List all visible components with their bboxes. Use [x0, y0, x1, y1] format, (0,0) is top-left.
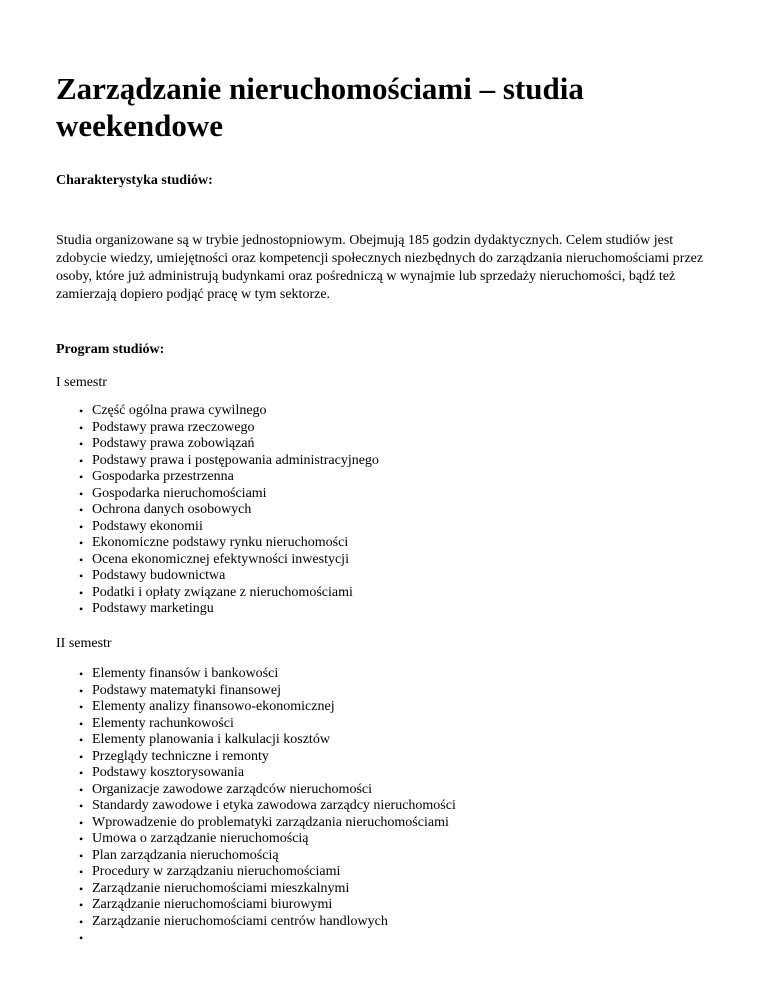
list-item: • Elementy planowania i kalkulacji kosztów — [56, 732, 456, 749]
semester-2-list — [56, 666, 456, 947]
page-title: Zarządzanie nieruchomościami – studia weekendowe — [56, 71, 584, 143]
list-item: • Wprowadzenie do problematyki zarządzania nieruchomościami — [56, 815, 456, 832]
list-item: • Część ogólna prawa cywilnego — [56, 403, 379, 420]
list-item: • Podatki i opłaty związane z nieruchomościami — [56, 585, 379, 602]
list-item: • Podstawy prawa i postępowania administracyjnego — [56, 453, 379, 470]
list-item — [56, 930, 456, 947]
list-item: • Procedury w zarządzaniu nieruchomościami — [56, 864, 456, 881]
list-item: • Elementy rachunkowości — [56, 716, 456, 733]
list-item: • Zarządzanie nieruchomościami biurowymi — [56, 897, 456, 914]
list-item: • Ekonomiczne podstawy rynku nieruchomości — [56, 535, 379, 552]
list-item: • Ochrona danych osobowych — [56, 502, 379, 519]
list-item: • Organizacje zawodowe zarządców nieruchomości — [56, 782, 456, 799]
semester-2-label: II semestr — [56, 636, 112, 651]
list-item: • Gospodarka przestrzenna — [56, 469, 379, 486]
list-item: • Podstawy ekonomii — [56, 519, 379, 536]
list-item: • Podstawy prawa zobowiązań — [56, 436, 379, 453]
list-item: • Podstawy kosztorysowania — [56, 765, 456, 782]
list-item: • Elementy finansów i bankowości — [56, 666, 456, 683]
semester-1-list — [56, 403, 379, 618]
list-item: • Przeglądy techniczne i remonty — [56, 749, 456, 766]
description-paragraph: Studia organizowane są w trybie jednostopniowym. Obejmują 185 godzin dydaktycznych. Celem studiów jest zdobycie wiedzy, umiejętności oraz kompetencji społecznych niezbędnych do zarządzania nieruchomościami przez osoby, które już administrują budynkami oraz pośredniczą w wynajmie lub sprzedaży nieruchomości, bądź też zamierzają dopiero podjąć pracę w tym sektorze. — [56, 233, 704, 302]
list-item: • Standardy zawodowe i etyka zawodowa zarządcy nieruchomości — [56, 798, 456, 815]
list-item: • Gospodarka nieruchomościami — [56, 486, 379, 503]
list-item: • Zarządzanie nieruchomościami mieszkalnymi — [56, 881, 456, 898]
list-item: • Podstawy marketingu — [56, 601, 379, 618]
list-item: • Umowa o zarządzanie nieruchomością — [56, 831, 456, 848]
list-item: • Podstawy prawa rzeczowego — [56, 420, 379, 437]
list-item: • Plan zarządzania nieruchomością — [56, 848, 456, 865]
list-item: • Elementy analizy finansowo-ekonomicznej — [56, 699, 456, 716]
list-item: • Ocena ekonomicznej efektywności inwestycji — [56, 552, 379, 569]
program-heading: Program studiów: — [56, 342, 165, 357]
list-item: • Podstawy matematyki finansowej — [56, 683, 456, 700]
list-item: • Zarządzanie nieruchomościami centrów handlowych — [56, 914, 456, 931]
list-item: • Podstawy budownictwa — [56, 568, 379, 585]
semester-1-label: I semestr — [56, 375, 107, 390]
characteristics-heading: Charakterystyka studiów: — [56, 173, 213, 188]
